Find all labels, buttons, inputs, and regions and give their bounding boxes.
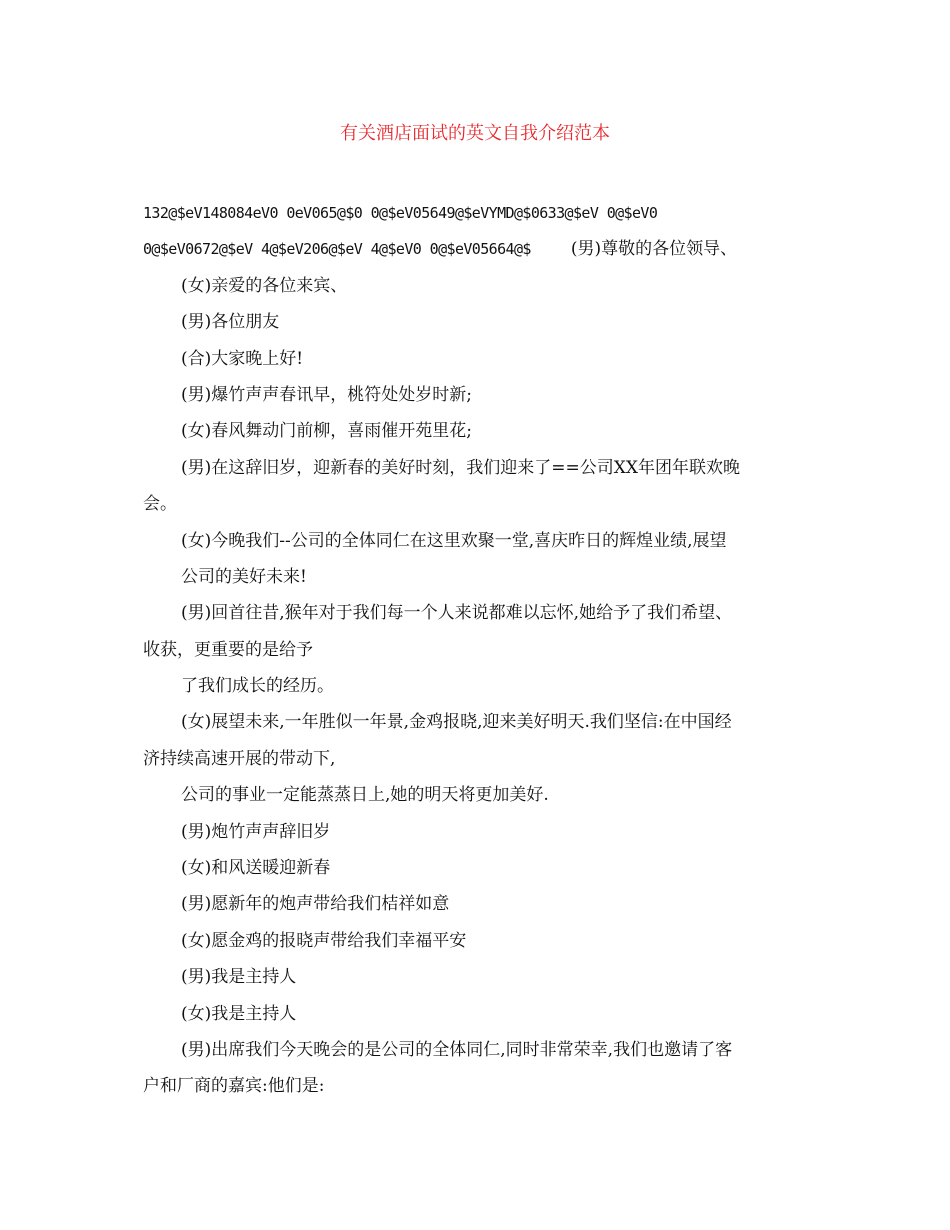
paragraph-line: 户和厂商的嘉宾:他们是:: [143, 1076, 325, 1097]
paragraph-line: (男)我是主持人: [181, 967, 297, 988]
paragraph-line: (女)我是主持人: [181, 1003, 297, 1024]
paragraph-line: (合)大家晚上好!: [181, 348, 304, 369]
paragraph-line: 公司的美好未来!: [181, 566, 307, 587]
paragraph-line: 会。: [143, 494, 177, 515]
paragraph-line: (女)愿金鸡的报晓声带给我们幸福平安: [181, 930, 467, 951]
paragraph-line: (女)和风送暖迎新春: [181, 858, 331, 879]
paragraph-line: (女)亲爱的各位来宾、: [181, 275, 348, 296]
greeting-leaders: (男)尊敬的各位领导、: [570, 239, 738, 260]
paragraph-line: (女)展望未来,一年胜似一年景,金鸡报晓,迎来美好明天.我们坚信:在中国经: [181, 712, 732, 733]
paragraph-line: (男)炮竹声声辞旧岁: [181, 821, 331, 842]
paragraph-line: (女)今晚我们--公司的全体同仁在这里欢聚一堂,喜庆昨日的辉煌业绩,展望: [181, 530, 727, 551]
document-body: [143, 195, 808, 1105]
code-line-2: 0@$eV0672@$eV 4@$eV206@$eV 4@$eV0 0@$eV05664@$: [143, 240, 531, 259]
paragraph-line: 了我们成长的经历。: [181, 676, 334, 697]
code-line-1: 132@$eV148084eV0 0eV065@$0 0@$eV05649@$eVYMD@$0633@$eV 0@$eV0: [143, 204, 658, 222]
paragraph-line: (男)爆竹声声春讯早，桃符处处岁时新;: [181, 384, 472, 405]
paragraph-line: (男)在这辞旧岁，迎新春的美好时刻，我们迎来了==公司XX年团年联欢晚: [181, 457, 740, 478]
paragraph-line: 济持续高速开展的带动下,: [143, 748, 336, 769]
paragraph-line: (男)愿新年的炮声带给我们桔祥如意: [181, 894, 450, 915]
paragraph-line: (男)出席我们今天晚会的是公司的全体同仁,同时非常荣幸,我们也邀请了客: [181, 1039, 733, 1060]
paragraph-line: 公司的事业一定能蒸蒸日上,她的明天将更加美好.: [181, 785, 549, 806]
document-title: 有关酒店面试的英文自我介绍范本: [340, 123, 610, 144]
paragraph-line: (男)回首往昔,猴年对于我们每一个人来说都难以忘怀,她给予了我们希望、: [181, 603, 733, 624]
code-line-2-row: [143, 231, 808, 267]
paragraph-line: 收获，更重要的是给予: [143, 639, 313, 660]
paragraph-line: (男)各位朋友: [181, 312, 280, 333]
paragraph-line: (女)春风舞动门前柳，喜雨催开苑里花;: [181, 421, 472, 442]
